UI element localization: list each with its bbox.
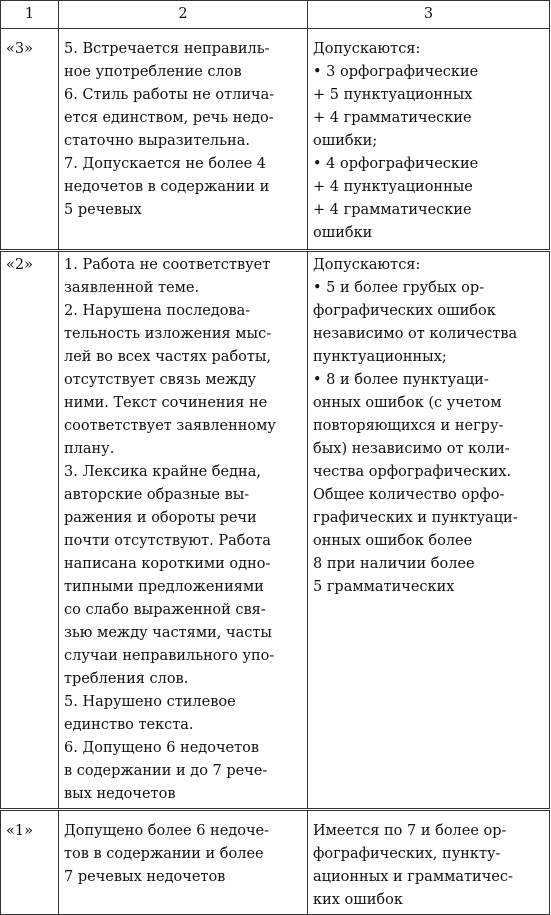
criteria-line: 5. Встречается неправиль- [64, 41, 270, 57]
errors-line: фографических ошибок [313, 303, 496, 319]
grade-cell: «3» [1, 29, 59, 251]
errors-line: онных ошибок более [313, 533, 473, 549]
table-row [1, 810, 550, 915]
table-row [1, 29, 550, 251]
errors-line: + 5 пунктуационных [313, 87, 473, 103]
errors-line: • 4 орфографические [313, 156, 479, 172]
criteria-line: написана короткими одно- [64, 556, 271, 572]
criteria-line: 5. Нарушено стилевое [64, 694, 236, 710]
criteria-line: случаи неправильного упо- [64, 648, 275, 664]
errors-line: ационных и грамматичес- [313, 869, 513, 885]
errors-line: графических и пунктуаци- [313, 510, 518, 526]
errors-line: бых) независимо от коли- [313, 441, 510, 457]
errors-cell [308, 810, 550, 915]
errors-line: + 4 грамматические [313, 110, 472, 126]
criteria-line: соответствует заявленному [64, 418, 276, 434]
errors-line: • 8 и более пунктуаци- [313, 372, 489, 388]
criteria-line: плану. [64, 441, 115, 457]
criteria-line: отсутствует связь между [64, 372, 256, 388]
criteria-line: ними. Текст сочинения не [64, 395, 268, 411]
errors-line: • 5 и более грубых ор- [313, 280, 485, 296]
criteria-line: тов в содержании и более [64, 846, 264, 862]
criteria-line: вых недочетов [64, 786, 176, 802]
criteria-line: требления слов. [64, 671, 189, 687]
errors-line: + 4 пунктуационные [313, 179, 473, 195]
criteria-line: зью между частями, часты [64, 625, 272, 641]
grade-cell: «1» [1, 810, 59, 915]
errors-line: ошибки [313, 225, 373, 241]
column-header-2: 2 [59, 1, 308, 29]
criteria-line: авторские образные вы- [64, 487, 250, 503]
criteria-line: ное употребление слов [64, 64, 242, 80]
criteria-line: ражения и обороты речи [64, 510, 257, 526]
criteria-line: заявленной теме. [64, 280, 200, 296]
criteria-line: Допущено более 6 недоче- [64, 823, 270, 839]
criteria-line: типными предложениями [64, 579, 264, 595]
criteria-line: в содержании и до 7 рече- [64, 763, 268, 779]
errors-line: + 4 грамматические [313, 202, 472, 218]
criteria-line: 7. Допускается не более 4 [64, 156, 266, 172]
criteria-line: тельность изложения мыс- [64, 326, 272, 342]
errors-line: • 3 орфографические [313, 64, 479, 80]
criteria-line: 1. Работа не соответствует [64, 257, 271, 273]
errors-line: онных ошибок (с учетом [313, 395, 502, 411]
criteria-line: 5 речевых [64, 202, 142, 218]
errors-line: повторяющихся и негру- [313, 418, 504, 434]
errors-cell [308, 29, 550, 251]
header-row [1, 1, 550, 29]
criteria-line: лей во всех частях работы, [64, 349, 272, 365]
errors-line: чества орфографических. [313, 464, 512, 480]
errors-line: независимо от количества [313, 326, 518, 342]
criteria-line: 6. Допущено 6 недочетов [64, 740, 260, 756]
table-row [1, 251, 550, 810]
column-header-1: 1 [1, 1, 59, 29]
errors-line: Общее количество орфо- [313, 487, 505, 503]
criteria-cell [59, 251, 308, 810]
criteria-line: единство текста. [64, 717, 194, 733]
criteria-line: 6. Стиль работы не отлича- [64, 87, 275, 103]
errors-line: 5 грамматических [313, 579, 455, 595]
errors-line: Имеется по 7 и более ор- [313, 823, 507, 839]
errors-cell [308, 251, 550, 810]
criteria-line: со слабо выраженной свя- [64, 602, 266, 618]
errors-line: фографических, пункту- [313, 846, 501, 862]
errors-line: пунктуационных; [313, 349, 447, 365]
criteria-line: почти отсутствуют. Работа [64, 533, 271, 549]
criteria-cell [59, 810, 308, 915]
criteria-line: 7 речевых недочетов [64, 869, 226, 885]
criteria-line: 2. Нарушена последова- [64, 303, 251, 319]
column-header-3: 3 [308, 1, 550, 29]
errors-line: Допускаются: [313, 257, 421, 273]
grade-cell: «2» [1, 251, 59, 810]
errors-line: Допускаются: [313, 41, 421, 57]
errors-line: ких ошибок [313, 892, 403, 908]
criteria-cell [59, 29, 308, 251]
criteria-line: 3. Лексика крайне бедна, [64, 464, 261, 480]
errors-line: ошибки; [313, 133, 378, 149]
errors-line: 8 при наличии более [313, 556, 475, 572]
criteria-line: ется единством, речь недо- [64, 110, 274, 126]
criteria-line: статочно выразительна. [64, 133, 250, 149]
criteria-line: недочетов в содержании и [64, 179, 270, 195]
